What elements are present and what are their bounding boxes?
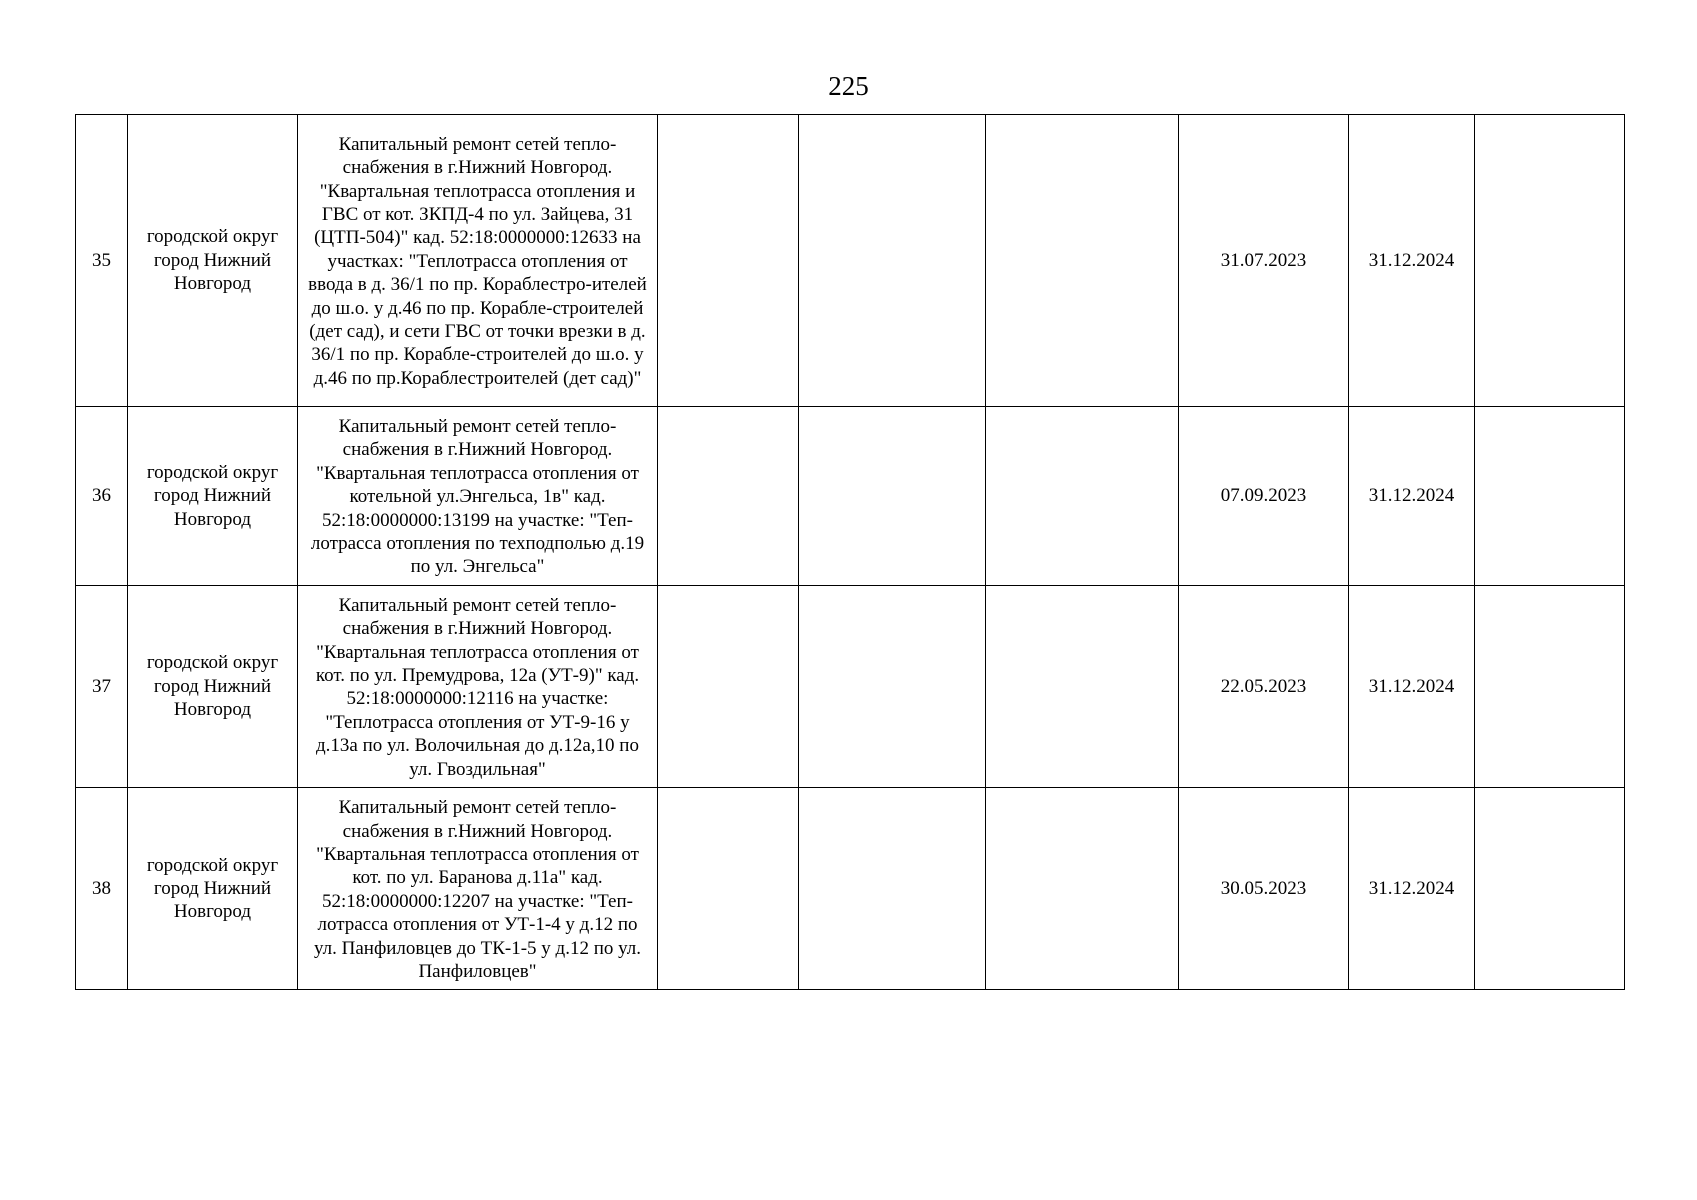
empty-cell <box>1475 585 1625 787</box>
start-date: 30.05.2023 <box>1179 788 1349 990</box>
start-date: 31.07.2023 <box>1179 115 1349 407</box>
municipality-line: город Нижний <box>153 878 272 900</box>
empty-cell <box>986 407 1179 586</box>
empty-cell <box>799 788 986 990</box>
empty-cell <box>799 115 986 407</box>
end-date: 31.12.2024 <box>1349 407 1475 586</box>
work-description: Капитальный ремонт сетей тепло-снабжения в г.Нижний Новгород. "Квартальная теплотрасса отопления от кот. по ул. Баранова д.11а" кад. 52:18:0000000:12207 на участке: "Теп-лотрасса отопления от УТ-1-4 у д.12 по ул. Панфиловцев до ТК-1-5 у д.12 по ул. Панфиловцев" <box>298 788 658 990</box>
empty-cell <box>799 585 986 787</box>
municipality-cell <box>128 585 298 787</box>
empty-cell <box>658 115 799 407</box>
municipality-line: городской округ <box>146 854 279 876</box>
row-number: 35 <box>76 115 128 407</box>
municipality-line: Новгород <box>173 901 252 923</box>
municipality-cell <box>128 788 298 990</box>
empty-cell <box>1475 407 1625 586</box>
work-description: Капитальный ремонт сетей тепло-снабжения в г.Нижний Новгород. "Квартальная теплотрасса отопления от кот. по ул. Премудрова, 12а (УТ-9)" кад. 52:18:0000000:12116 на участке: "Теплотрасса отопления от УТ-9-16 у д.13а по ул. Волочильная до д.12а,10 по ул. Гвоздильная" <box>298 585 658 787</box>
end-date: 31.12.2024 <box>1349 115 1475 407</box>
empty-cell <box>986 788 1179 990</box>
start-date: 22.05.2023 <box>1179 585 1349 787</box>
municipality-cell <box>128 407 298 586</box>
municipality-line: город Нижний <box>153 675 272 697</box>
start-date: 07.09.2023 <box>1179 407 1349 586</box>
empty-cell <box>986 115 1179 407</box>
empty-cell <box>986 585 1179 787</box>
empty-cell <box>799 407 986 586</box>
municipality-cell <box>128 115 298 407</box>
end-date: 31.12.2024 <box>1349 585 1475 787</box>
municipality-line: Новгород <box>173 273 252 295</box>
work-description: Капитальный ремонт сетей тепло-снабжения в г.Нижний Новгород. "Квартальная теплотрасса отопления и ГВС от кот. ЗКПД-4 по ул. Зайцева, 31 (ЦТП-504)" кад. 52:18:0000000:12633 на участках: "Теплотрасса отопления от ввода в д. 36/1 по пр. Кораблестро-ителей до ш.о. у д.46 по пр. Корабле-строителей (дет сад), и сети ГВС от точки врезки в д. 36/1 по пр. Корабле-строителей до ш.о. у д.46 по пр.Кораблестроителей (дет сад)" <box>298 115 658 407</box>
empty-cell <box>658 788 799 990</box>
work-description: Капитальный ремонт сетей тепло-снабжения в г.Нижний Новгород. "Квартальная теплотрасса отопления от котельной ул.Энгельса, 1в" кад. 52:18:0000000:13199 на участке: "Теп-лотрасса отопления по техподполью д.19 по ул. Энгельса" <box>298 407 658 586</box>
row-number: 36 <box>76 407 128 586</box>
page-number: 225 <box>828 71 869 101</box>
empty-cell <box>1475 115 1625 407</box>
municipality-line: Новгород <box>173 508 252 530</box>
municipality-line: город Нижний <box>153 249 272 271</box>
municipality-line: город Нижний <box>153 485 272 507</box>
table-row <box>76 407 1625 586</box>
table-row <box>76 115 1625 407</box>
empty-cell <box>658 585 799 787</box>
municipality-line: Новгород <box>173 699 252 721</box>
municipality-line: городской округ <box>146 226 279 248</box>
row-number: 38 <box>76 788 128 990</box>
empty-cell <box>658 407 799 586</box>
municipality-line: городской округ <box>146 461 279 483</box>
municipality-line: городской округ <box>146 652 279 674</box>
row-number: 37 <box>76 585 128 787</box>
empty-cell <box>1475 788 1625 990</box>
repair-schedule-table <box>75 114 1625 990</box>
table-row <box>76 585 1625 787</box>
end-date: 31.12.2024 <box>1349 788 1475 990</box>
table-row <box>76 788 1625 990</box>
